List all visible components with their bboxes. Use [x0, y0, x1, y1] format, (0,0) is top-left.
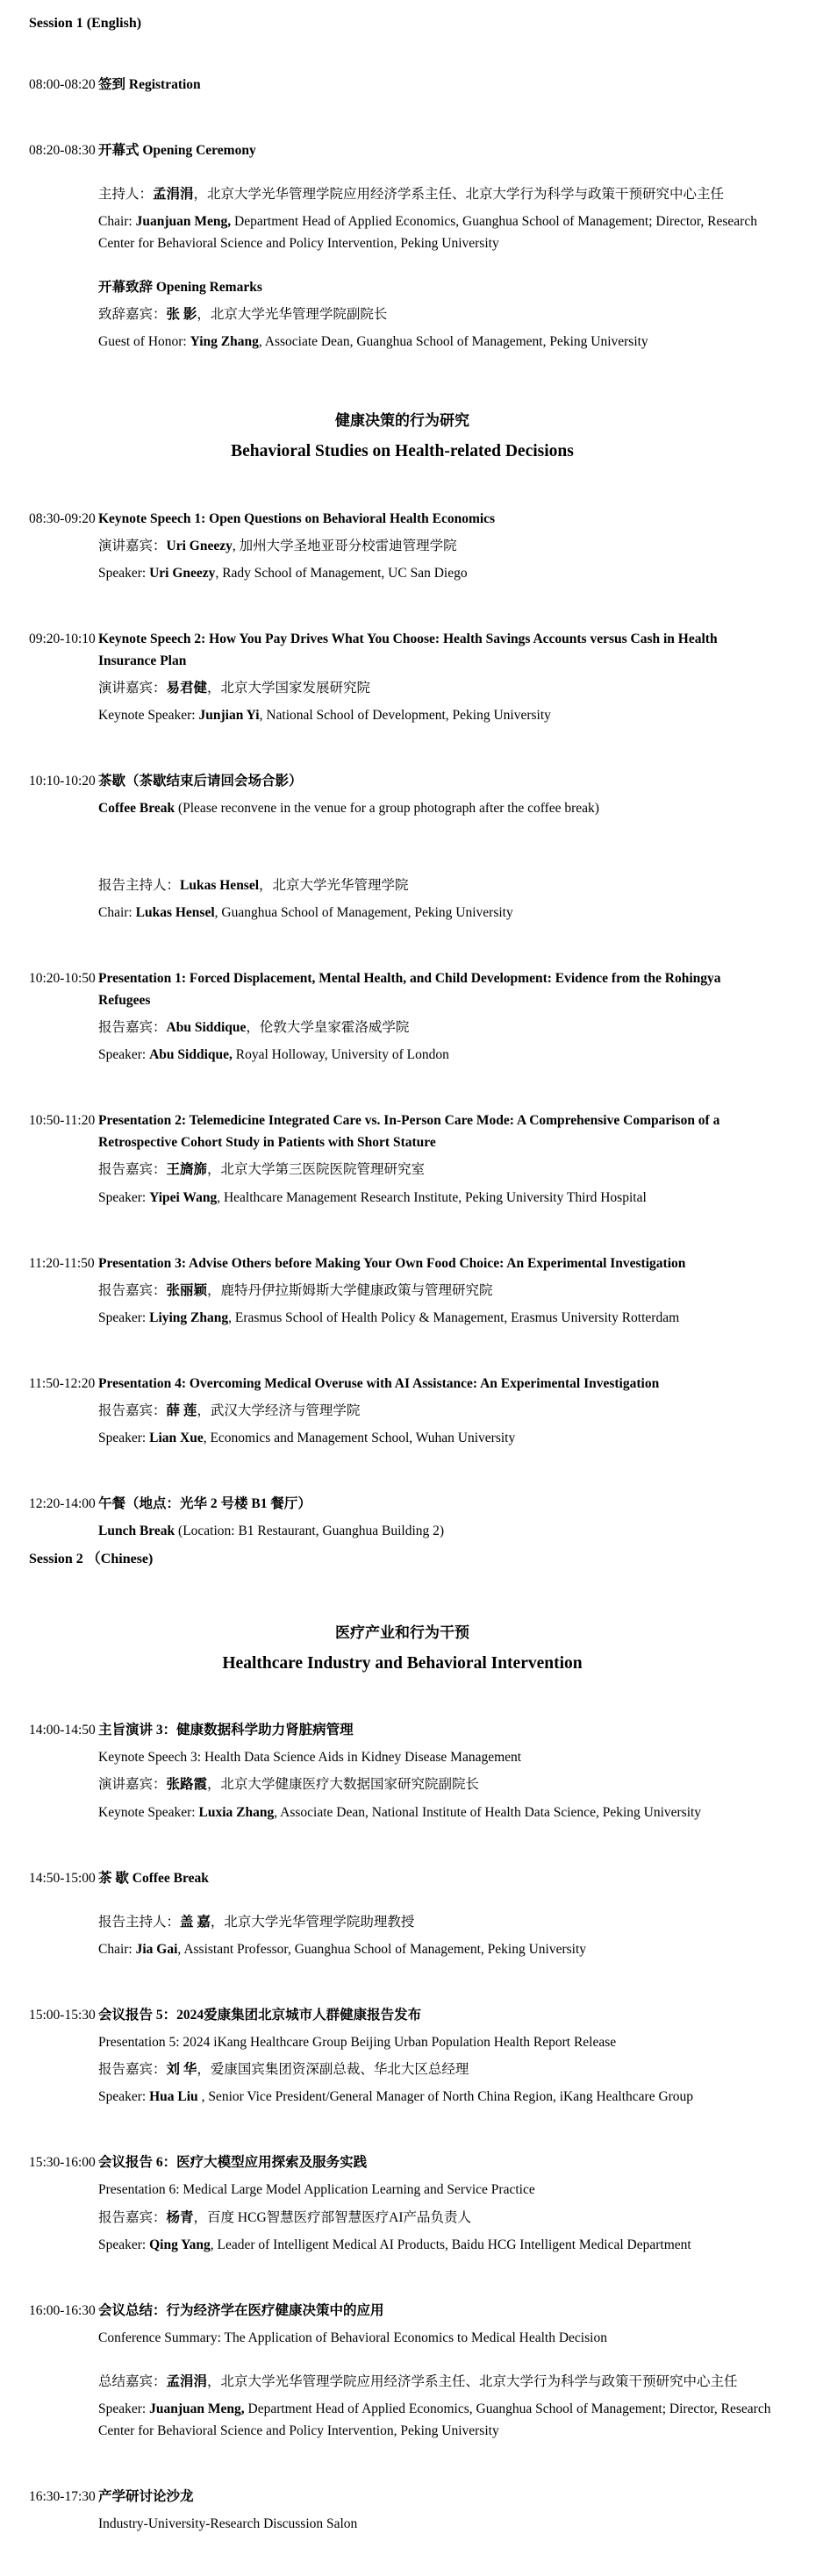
agenda-line — [98, 1252, 776, 1274]
text-run: , Assistant Professor, Guanghua School of Management, Peking University — [177, 1941, 587, 1957]
bold-run: 王旖旆 — [166, 1162, 208, 1178]
agenda-line — [98, 2513, 776, 2535]
bold-run: 产学研讨论沙龙 — [98, 2489, 194, 2505]
text-run: , Erasmus School of Health Policy & Management, Erasmus University Rotterdam — [228, 1309, 680, 1325]
agenda-line — [98, 2398, 776, 2442]
bold-run: 茶 歇 Coffee Break — [98, 1870, 209, 1886]
agenda-line — [98, 677, 776, 699]
agenda-line — [98, 303, 776, 325]
text-run: Conference Summary: The Application of Behavioral Economics to Medical Health Decision — [98, 2330, 607, 2345]
text-run: 报告嘉宾： — [98, 1162, 167, 1178]
time-label: 08:30-09:20 — [29, 510, 96, 526]
time-label: 15:00-15:30 — [29, 2007, 96, 2023]
text-run: 报告嘉宾： — [98, 1282, 167, 1298]
item-content — [98, 508, 776, 589]
agenda-item — [29, 1867, 776, 1966]
text-run: (Please reconvene in the venue for a group photograph after the coffee break) — [175, 801, 599, 817]
time-label: 14:00-14:50 — [29, 1723, 96, 1738]
bold-run: 签到 Registration — [98, 76, 201, 92]
text-run: Chair: — [98, 213, 136, 229]
agenda-line — [98, 1867, 776, 1889]
agenda-line — [98, 1373, 776, 1395]
bold-run: 孟涓涓 — [166, 2374, 208, 2390]
text-run: Keynote Speech 3: Health Data Science Aids in Kidney Disease Management — [98, 1750, 522, 1766]
agenda-item — [29, 2004, 776, 2113]
bold-run: Juanjuan Meng, — [149, 2401, 245, 2417]
agenda-line — [98, 874, 776, 896]
agenda-line — [98, 2207, 776, 2229]
agenda-line — [98, 967, 776, 1011]
text-run: Speaker: — [98, 1309, 150, 1325]
text-run: Royal Holloway, University of London — [232, 1047, 449, 1063]
agenda-line — [98, 1493, 776, 1515]
time-label: 10:50-11:20 — [29, 1113, 96, 1129]
bold-run: Lukas Hensel — [180, 877, 260, 893]
text-run: ，北京大学光华管理学院副院长 — [197, 307, 388, 323]
bold-run: 易君健 — [166, 681, 208, 696]
item-content — [98, 1719, 776, 1828]
agenda-line — [98, 1938, 776, 1960]
text-run: , Associate Dean, Guanghua School of Management, Peking University — [258, 334, 648, 350]
agenda-line — [98, 2031, 776, 2053]
item-content — [98, 139, 776, 359]
text-run: 报告嘉宾： — [98, 2062, 167, 2078]
agenda-item — [29, 139, 776, 359]
agenda-line — [98, 1773, 776, 1795]
bold-run: Liying Zhang — [149, 1309, 229, 1325]
agenda-item — [29, 2300, 776, 2448]
item-content — [98, 74, 776, 101]
agenda-item — [29, 1719, 776, 1828]
agenda-line — [98, 704, 776, 726]
agenda-line — [98, 1044, 776, 1066]
section-title-english: Behavioral Studies on Health-related Decisions — [231, 442, 574, 461]
agenda-line — [98, 2086, 776, 2108]
time-label: 08:20-08:30 — [29, 142, 96, 158]
agenda-line — [98, 183, 776, 205]
agenda-item — [29, 2486, 776, 2540]
bold-run: 张路霞 — [166, 1777, 208, 1793]
bold-run: Hua Liu — [149, 2089, 202, 2105]
agenda-line — [98, 1427, 776, 1449]
text-run: , Leader of Intelligent Medical AI Products, Baidu HCG Intelligent Medical Department — [210, 2237, 691, 2252]
text-run: 演讲嘉宾： — [98, 1777, 167, 1793]
bold-run: 会议总结：行为经济学在医疗健康决策中的应用 — [98, 2302, 384, 2318]
bold-run: 会议报告 6：医疗大模型应用探索及服务实践 — [98, 2155, 368, 2171]
text-run: Keynote Speaker: — [98, 708, 199, 724]
text-run: , Rady School of Management, UC San Diego — [215, 565, 468, 581]
agenda-line — [98, 139, 776, 161]
agenda-line — [98, 331, 776, 353]
time-label: 15:30-16:00 — [29, 2155, 96, 2171]
item-content — [98, 2151, 776, 2260]
bold-run: Presentation 1: Forced Displacement, Mental Health, and Child Development: Evidence from the Rohingya Refugees — [98, 970, 721, 1008]
chair-paragraph — [29, 874, 776, 929]
session-heading: Session 1 (English) — [29, 16, 142, 31]
text-run: Chair: — [98, 1941, 136, 1957]
text-run: ，北京大学光华管理学院应用经济学系主任、北京大学行为科学与政策干预研究中心主任 — [193, 186, 725, 202]
text-run: Department Head of Applied Economics, Guanghua School of Management; Director, Research Center for Behavioral Science and Policy Intervention, Peking University — [98, 2401, 771, 2439]
text-run: 报告嘉宾： — [98, 1403, 167, 1419]
text-run: , Healthcare Management Research Institute, Peking University Third Hospital — [217, 1189, 647, 1205]
text-run: ，北京大学光华管理学院 — [259, 877, 409, 893]
text-run: ，北京大学第三医院医院管理研究室 — [207, 1162, 426, 1178]
bold-run: 开幕致辞 Opening Remarks — [98, 280, 262, 296]
agenda-line — [98, 628, 776, 672]
text-run: Speaker: — [98, 2401, 150, 2417]
bold-run: Lian Xue — [149, 1431, 204, 1446]
text-run: , Associate Dean, National Institute of Health Data Science, Peking University — [274, 1804, 702, 1820]
time-label: 08:00-08:20 — [29, 76, 96, 92]
agenda-item — [29, 508, 776, 589]
bold-run: Coffee Break — [98, 801, 175, 817]
text-run: Chair: — [98, 904, 136, 920]
bold-run: 张 影 — [166, 307, 197, 323]
bold-run: Ying Zhang — [190, 334, 259, 350]
agenda-line — [98, 1400, 776, 1422]
bold-run: 茶歇（茶歇结束后请回会场合影） — [98, 774, 303, 789]
bold-run: Presentation 4: Overcoming Medical Overuse with AI Assistance: An Experimental Investigation — [98, 1375, 660, 1391]
text-run: ，北京大学健康医疗大数据国家研究院副院长 — [207, 1777, 480, 1793]
text-run: , Guanghua School of Management, Peking University — [214, 904, 513, 920]
text-run: 演讲嘉宾： — [98, 681, 167, 696]
agenda-line — [98, 2300, 776, 2322]
text-run: Speaker: — [98, 1189, 150, 1205]
agenda-item — [29, 628, 776, 731]
agenda-line — [98, 2234, 776, 2256]
bold-run: Keynote Speech 2: How You Pay Drives What You Choose: Health Savings Accounts versus Cash in Health Insurance Plan — [98, 631, 718, 668]
agenda-line — [98, 2371, 776, 2393]
bold-run: 会议报告 5：2024爱康集团北京城市人群健康报告发布 — [98, 2007, 422, 2023]
agenda-line — [98, 535, 776, 557]
text-run: ，伦敦大学皇家霍洛威学院 — [246, 1019, 410, 1035]
agenda-line — [98, 1017, 776, 1038]
text-run: Speaker: — [98, 1431, 150, 1446]
item-content — [98, 628, 776, 731]
agenda-line — [98, 797, 776, 819]
bold-run: 刘 华 — [166, 2062, 197, 2078]
section-title — [29, 409, 776, 465]
item-content — [98, 2300, 776, 2448]
section-title-chinese: 医疗产业和行为干预 — [335, 1624, 469, 1642]
text-run: 演讲嘉宾： — [98, 538, 167, 553]
agenda-line — [98, 2179, 776, 2201]
bold-run: Uri Gneezy — [166, 538, 233, 553]
bold-run: Yipei Wang — [149, 1189, 218, 1205]
item-content — [98, 1252, 776, 1334]
agenda-item — [29, 967, 776, 1071]
time-label: 14:50-15:00 — [29, 1870, 96, 1886]
text-run: 总结嘉宾： — [98, 2374, 167, 2390]
text-run: 报告嘉宾： — [98, 2209, 167, 2225]
agenda-line — [98, 211, 776, 254]
agenda-line — [98, 562, 776, 584]
text-run: 报告嘉宾： — [98, 1019, 167, 1035]
time-label: 11:20-11:50 — [29, 1255, 95, 1271]
text-run: Keynote Speaker: — [98, 1804, 199, 1820]
bold-run: Abu Siddique — [166, 1019, 247, 1035]
bold-run: Lukas Hensel — [135, 904, 215, 920]
agenda-line — [98, 1802, 776, 1823]
text-run: , 加州大学圣地亚哥分校雷迪管理学院 — [232, 538, 457, 553]
time-label: 11:50-12:20 — [29, 1375, 96, 1391]
item-content — [98, 874, 776, 929]
text-run: ，北京大学国家发展研究院 — [207, 681, 371, 696]
text-run: Speaker: — [98, 565, 150, 581]
agenda-line — [98, 1159, 776, 1181]
text-run: 报告主持人： — [98, 877, 181, 893]
agenda-line — [98, 2486, 776, 2508]
bold-run: Abu Siddique, — [149, 1047, 233, 1063]
agenda-line — [98, 508, 776, 530]
item-content — [98, 1867, 776, 1966]
agenda-line — [98, 74, 776, 96]
bold-run: 盖 嘉 — [180, 1914, 211, 1930]
agenda-line — [98, 1719, 776, 1741]
agenda-line — [98, 1746, 776, 1768]
agenda-line — [98, 1911, 776, 1933]
agenda-line — [98, 902, 776, 924]
text-run: 致辞嘉宾： — [98, 307, 167, 323]
bold-run: 孟涓涓 — [153, 186, 194, 202]
agenda-line — [98, 1187, 776, 1209]
text-run: , Senior Vice President/General Manager of North China Region, iKang Healthcare Group — [201, 2089, 694, 2105]
agenda-item — [29, 1493, 776, 1547]
bold-run: Junjian Yi — [198, 708, 260, 724]
text-run: ，北京大学光华管理学院应用经济学系主任、北京大学行为科学与政策干预研究中心主任 — [207, 2374, 738, 2390]
text-run: Presentation 6: Medical Large Model Application Learning and Service Practice — [98, 2182, 535, 2198]
time-label: 12:20-14:00 — [29, 1496, 96, 1512]
item-content — [98, 2486, 776, 2540]
bold-run: Juanjuan Meng, — [135, 213, 232, 229]
text-run: Guest of Honor: — [98, 334, 190, 350]
agenda-line — [98, 770, 776, 792]
item-content — [98, 1373, 776, 1454]
bold-run: Lunch Break — [98, 1523, 175, 1539]
item-content — [98, 2004, 776, 2113]
section-title-english: Healthcare Industry and Behavioral Intervention — [222, 1653, 583, 1673]
agenda-line — [98, 1110, 776, 1153]
bold-run: 午餐（地点：光华 2 号楼 B1 餐厅） — [98, 1496, 311, 1512]
agenda-line — [98, 2004, 776, 2026]
text-run: 报告主持人： — [98, 1914, 181, 1930]
text-run: Department Head of Applied Economics, Guanghua School of Management; Director, Research Center for Behavioral Science and Policy Intervention, Peking University — [98, 213, 757, 252]
time-label: 09:20-10:10 — [29, 631, 96, 646]
text-run: Speaker: — [98, 2089, 150, 2105]
bold-run: Qing Yang — [149, 2237, 211, 2252]
agenda-line — [98, 276, 776, 298]
text-run: ，爱康国宾集团资深副总裁、华北大区总经理 — [197, 2062, 469, 2078]
agenda-item — [29, 770, 776, 824]
bold-run: Jia Gai — [135, 1941, 178, 1957]
text-run: ，鹿特丹伊拉斯姆斯大学健康政策与管理研究院 — [207, 1282, 493, 1298]
bold-run: Presentation 2: Telemedicine Integrated Care vs. In-Person Care Mode: A Comprehensive Comparison of a Retrospective Cohort Study in Patients with Short Stature — [98, 1113, 720, 1151]
text-run: ，北京大学光华管理学院助理教授 — [210, 1914, 415, 1930]
item-content — [98, 967, 776, 1071]
text-run: Speaker: — [98, 2237, 150, 2252]
bold-run: 杨青 — [166, 2209, 194, 2225]
text-run: Speaker: — [98, 1047, 150, 1063]
bold-run: 主旨演讲 3：健康数据科学助力肾脏病管理 — [98, 1723, 354, 1738]
text-run: , National School of Development, Peking University — [259, 708, 551, 724]
session-heading: Session 2 （Chinese) — [29, 1551, 154, 1566]
bold-run: Keynote Speech 1: Open Questions on Behavioral Health Economics — [98, 510, 496, 526]
agenda-item — [29, 1110, 776, 1213]
time-label: 10:20-10:50 — [29, 970, 96, 986]
bold-run: 张丽颖 — [166, 1282, 208, 1298]
bold-run: Presentation 3: Advise Others before Making Your Own Food Choice: An Experimental Investigation — [98, 1255, 686, 1271]
agenda-line — [98, 2151, 776, 2173]
text-run: ，百度 HCG智慧医疗部智慧医疗AI产品负责人 — [193, 2209, 471, 2225]
time-label: 16:30-17:30 — [29, 2489, 96, 2505]
agenda-line — [98, 2327, 776, 2349]
agenda-item — [29, 1252, 776, 1334]
text-run: ，武汉大学经济与管理学院 — [197, 1403, 361, 1419]
agenda-line — [98, 1307, 776, 1329]
text-run: , Economics and Management School, Wuhan University — [203, 1431, 516, 1446]
section-title — [29, 1621, 776, 1677]
agenda-item — [29, 1373, 776, 1454]
item-content — [98, 770, 776, 824]
time-label: 10:10-10:20 — [29, 774, 96, 789]
bold-run: Luxia Zhang — [198, 1804, 275, 1820]
bold-run: Uri Gneezy — [149, 565, 216, 581]
agenda-item — [29, 2151, 776, 2260]
agenda-line — [98, 2059, 776, 2080]
time-label: 16:00-16:30 — [29, 2302, 96, 2318]
text-run: (Location: B1 Restaurant, Guanghua Building 2) — [175, 1523, 445, 1539]
agenda-line — [98, 1520, 776, 1542]
agenda-line — [98, 1280, 776, 1302]
section-title-chinese: 健康决策的行为研究 — [335, 412, 469, 430]
agenda-item — [29, 74, 776, 101]
agenda — [29, 12, 776, 2541]
bold-run: 薛 莲 — [166, 1403, 197, 1419]
text-run: Presentation 5: 2024 iKang Healthcare Group Beijing Urban Population Health Report Release — [98, 2035, 617, 2051]
bold-run: 开幕式 Opening Ceremony — [98, 142, 256, 158]
item-content — [98, 1493, 776, 1547]
text-run: Industry-University-Research Discussion Salon — [98, 2516, 358, 2532]
item-content — [98, 1110, 776, 1213]
text-run: 主持人： — [98, 186, 154, 202]
